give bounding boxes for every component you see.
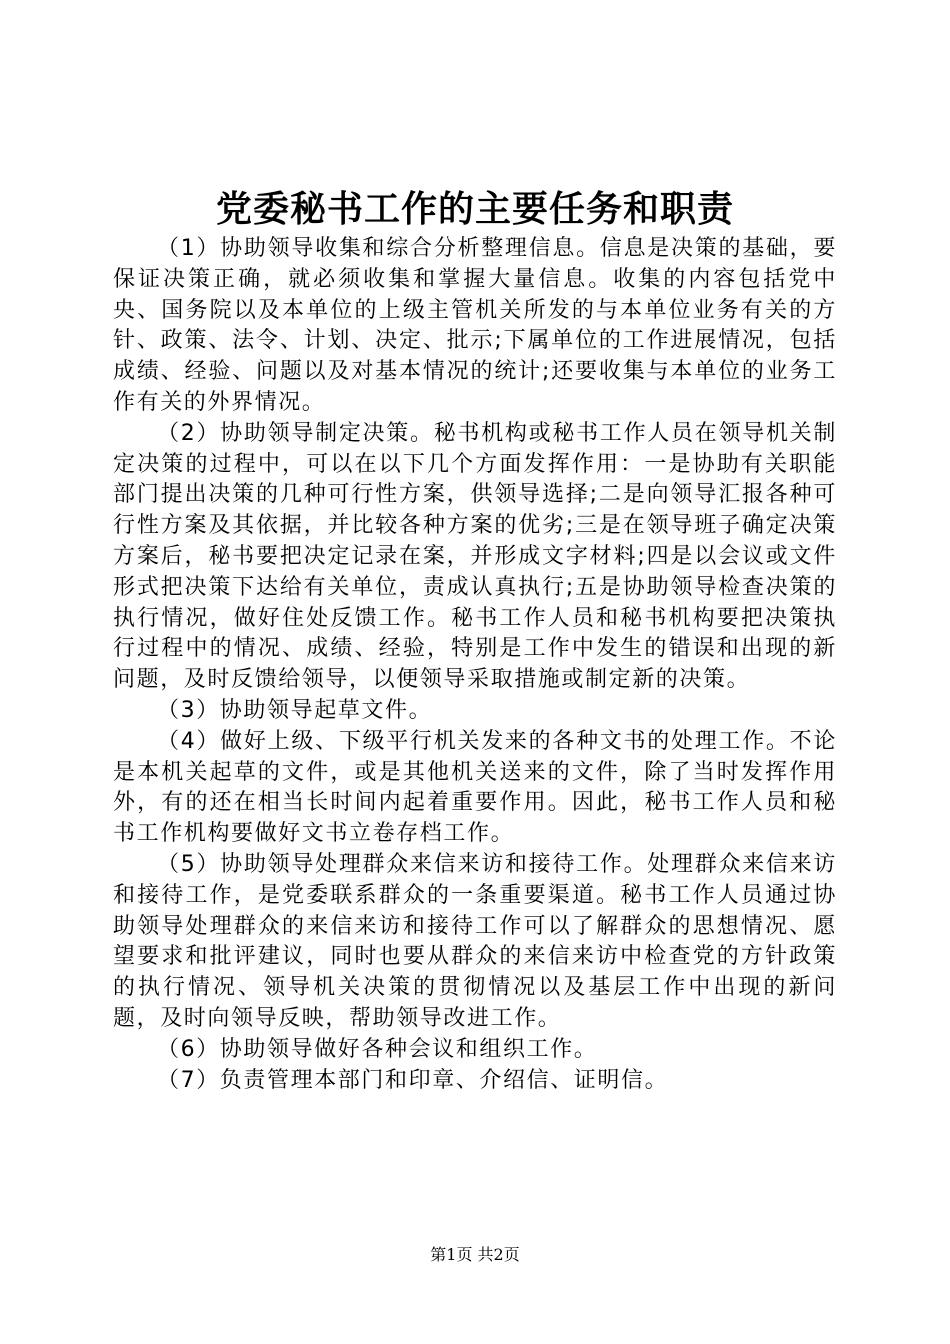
- document-title: 党委秘书工作的主要任务和职责: [215, 188, 734, 230]
- paragraph-5: （5）协助领导处理群众来信来访和接待工作。处理群众来信来访和接待工作，是党委联系群众的一条重要渠道。秘书工作人员通过协助领导处理群众的来信来访和接待工作可以了解群众的思想情况、愿望要求和批评建议，同时也要从群众的来信来访中检查党的方针政策的执行情况、领导机关决策的贯彻情况以及基层工作中出现的新问题，及时向领导反映，帮助领导改进工作。: [113, 851, 837, 1031]
- paragraph-4: （4）做好上级、下级平行机关发来的各种文书的处理工作。不论是本机关起草的文件，或是其他机关送来的文件，除了当时发挥作用外，有的还在相当长时间内起着重要作用。因此，秘书工作人员和秘书工作机构要做好文书立卷存档工作。: [113, 728, 837, 847]
- paragraph-2: （2）协助领导制定决策。秘书机构或秘书工作人员在领导机关制定决策的过程中，可以在以下几个方面发挥作用：一是协助有关职能部门提出决策的几种可行性方案，供领导选择;二是向领导汇报各种可行性方案及其依据，并比较各种方案的优劣;三是在领导班子确定决策方案后，秘书要把决定记录在案，并形成文字材料;四是以会议或文件形式把决策下达给有关单位，责成认真执行;五是协助领导检查决策的执行情况，做好住处反馈工作。秘书工作人员和秘书机构要把决策执行过程中的情况、成绩、经验，特别是工作中发生的错误和出现的新问题，及时反馈给领导，以便领导采取措施或制定新的决策。: [113, 420, 837, 693]
- paragraph-1: （1）协助领导收集和综合分析整理信息。信息是决策的基础，要保证决策正确，就必须收集和掌握大量信息。收集的内容包括党中央、国务院以及本单位的上级主管机关所发的与本单位业务有关的方针、政策、法令、计划、决定、批示;下属单位的工作进展情况，包括成绩、经验、问题以及对基本情况的统计;还要收集与本单位的业务工作有关的外界情况。: [113, 236, 837, 415]
- paragraph-3: （3）协助领导起草文件。: [157, 697, 433, 723]
- page-footer: 第1页 共2页: [430, 1245, 520, 1264]
- document-body: [113, 234, 837, 1096]
- paragraph-7: （7）负责管理本部门和印章、介绍信、证明信。: [157, 1067, 669, 1093]
- paragraph-6: （6）协助领导做好各种会议和组织工作。: [157, 1036, 598, 1062]
